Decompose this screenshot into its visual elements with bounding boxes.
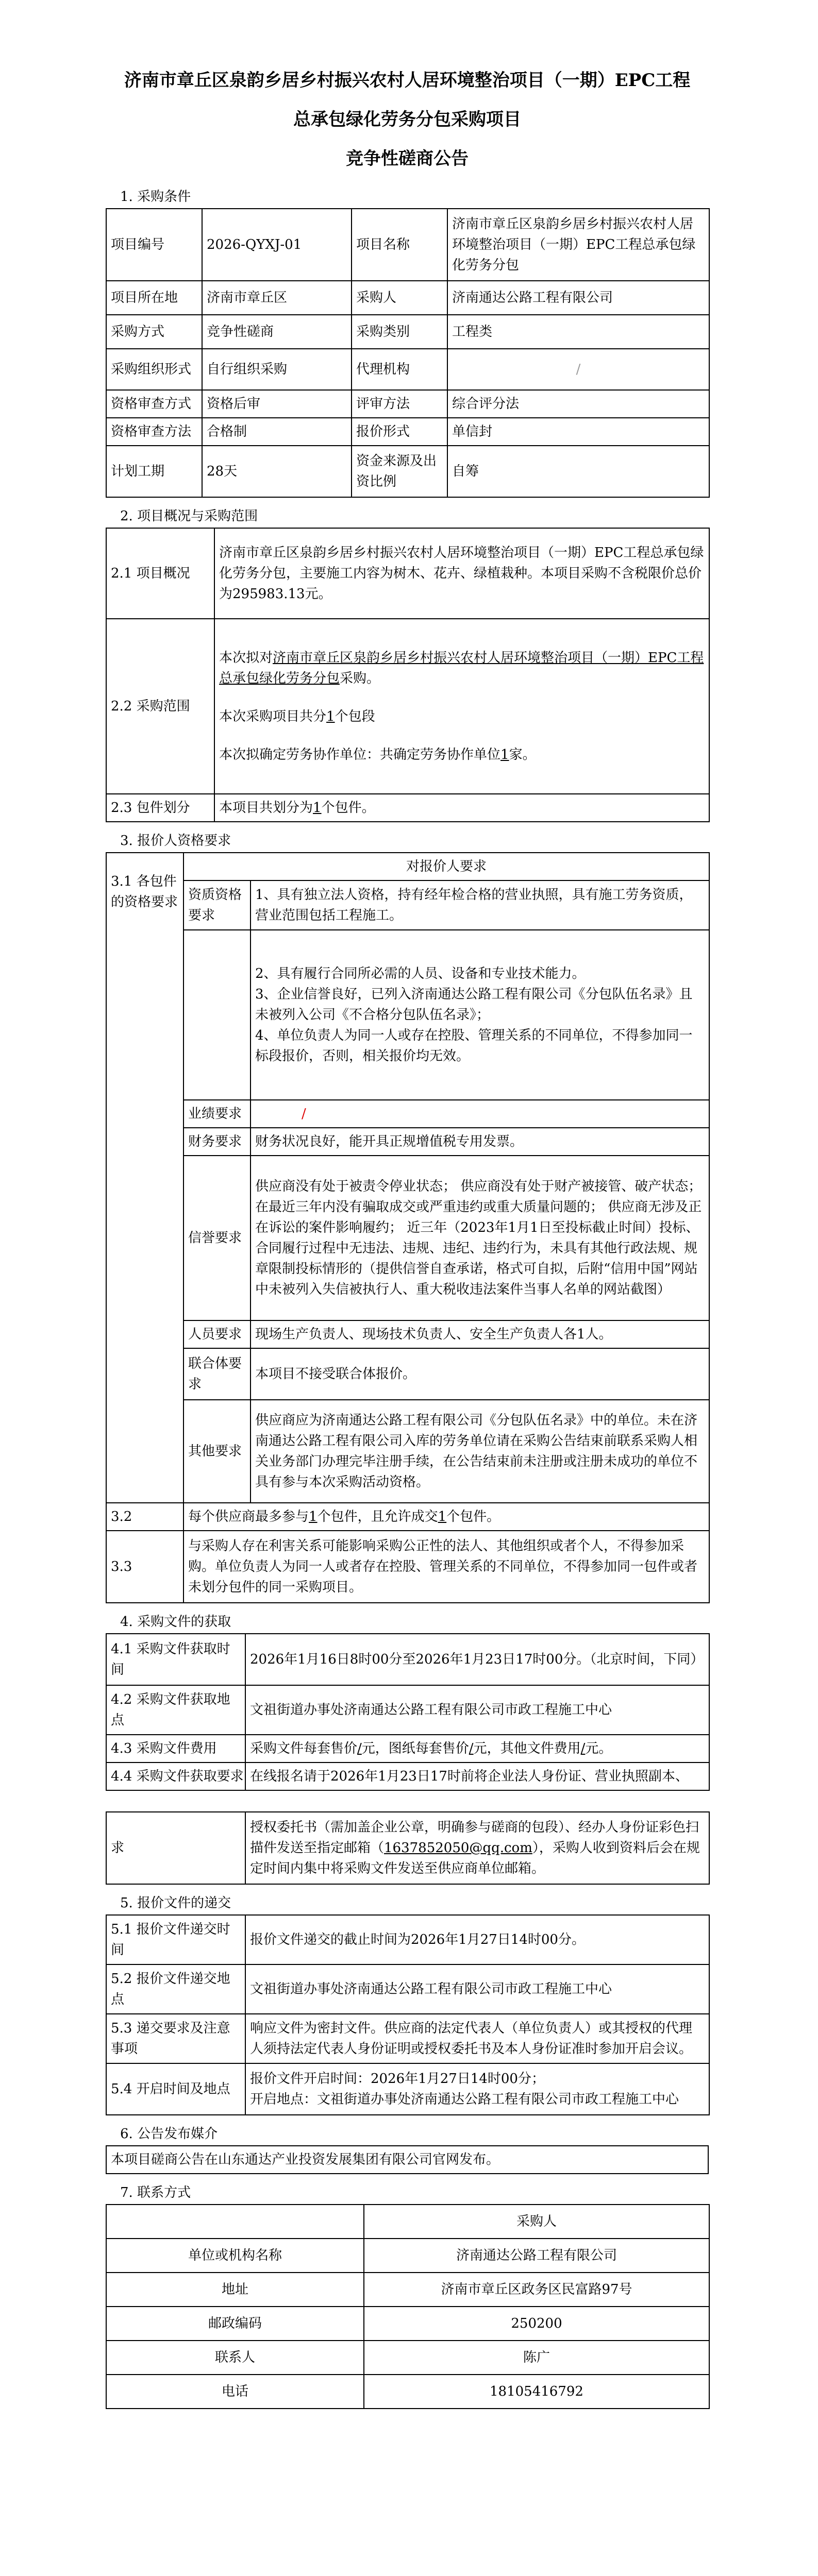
cell-value: 自行组织采购 [202, 349, 352, 390]
text: 本次拟确定劳务协作单位：共确定劳务协作单位 [219, 747, 501, 762]
cell-value [251, 930, 709, 1100]
table-row [106, 1685, 709, 1735]
text: 元。 [585, 1741, 612, 1756]
empty-value-slash: / [576, 362, 581, 377]
procurement-conditions-table [106, 208, 710, 498]
text: 采购。 [340, 671, 380, 686]
cell-label: 信誉要求 [183, 1156, 251, 1320]
publication-media-table [106, 2145, 709, 2174]
project-overview-table [106, 528, 710, 822]
table-row [106, 1964, 709, 2014]
cell-label: 求 [106, 1812, 245, 1884]
section-heading-4: 4. 采购文件的获取 [120, 1614, 231, 1630]
section-heading-1: 1. 采购条件 [120, 189, 191, 205]
section-heading-7: 7. 联系方式 [120, 2185, 191, 2200]
section-heading-6: 6. 公告发布媒介 [120, 2126, 218, 2142]
table-row [106, 1812, 709, 1884]
table-row [106, 418, 709, 446]
cell-label: 5.2 报价文件递交地点 [106, 1964, 245, 2014]
cell-value: 与采购人存在利害关系可能影响采购公正性的法人、其他组织或者个人，不得参加采购。单位负责人为同一人或者存在控股、管理关系的不同单位，不得参加同一包件或者未划分包件的同一采购项目。 [183, 1531, 709, 1603]
text: 个包件。 [446, 1509, 500, 1524]
underlined-text: 1 [309, 1509, 318, 1524]
cell-value: 工程类 [447, 315, 709, 349]
cell-label: 邮政编码 [106, 2307, 364, 2341]
text: 本次拟对 [219, 650, 273, 666]
table-row [106, 1762, 709, 1790]
cell-label: 联系人 [106, 2341, 364, 2375]
document-page [106, 0, 709, 2409]
cell-value: 供应商没有处于被责令停业状态； 供应商没有处于财产被接管、破产状态；在最近三年内没有骗取成交或严重违约或重大质量问题的； 供应商无涉及正在诉讼的案件影响履约； 近三年（2023年1月1日至投标截止时间）投标、合同履行过程中无违法、违规、违纪、违约行为，未具有其他行政法规、规章限制投标情形的（提供信誉自查承诺，格式可自拟，后附“信用中国”网站中未被列入失信被执行人、重大税收违法案件当事人名单的网站截图） [251, 1156, 709, 1320]
table-row [106, 1400, 709, 1503]
table-row [106, 1915, 709, 1964]
cell-value: 28天 [202, 446, 352, 497]
opening-place: 开启地点：文祖街道办事处济南通达公路工程有限公司市政工程施工中心 [250, 2092, 679, 2107]
doc-title-line1: 济南市章丘区泉韵乡居乡村振兴农村人居环境整治项目（一期）EPC工程 [124, 70, 691, 91]
scope-paragraph [219, 648, 705, 689]
cell-empty [106, 930, 183, 1100]
cell-value [183, 1503, 709, 1531]
qual-paragraph: 3、企业信誉良好，已列入济南通达公路工程有限公司《分包队伍名录》且未被列入公司《不合格分包队伍名录》； [255, 987, 693, 1023]
text: ），采购人收到资料后会在规定时间内集中将采购文件发送至供应商单位邮箱。 [250, 1840, 700, 1876]
cell-label: 资格审查方式 [106, 390, 202, 418]
cell-value [245, 1735, 709, 1762]
qual-paragraph: 4、单位负责人为同一人或存在控股、管理关系的不同单位，不得参加同一标段报价，否则，相关报价均无效。 [255, 1028, 693, 1064]
cell-empty [106, 1400, 183, 1503]
table-row [106, 1348, 709, 1400]
table-header: 采购人 [364, 2205, 709, 2239]
cell-label: 2.1 项目概况 [106, 528, 214, 619]
cell-value: 响应文件为密封文件。供应商的法定代表人（单位负责人）或其授权的代理人须持法定代表人身份证明或授权委托书及本人身份证准时参加开启会议。 [245, 2014, 709, 2063]
text: 元，图纸每套售价 [361, 1741, 469, 1756]
cell-label: 地址 [106, 2273, 364, 2307]
table-row [106, 2239, 709, 2273]
cell-label: 其他要求 [183, 1400, 251, 1503]
cell-label: 代理机构 [352, 349, 447, 390]
doc-title-line3: 竞争性磋商公告 [346, 148, 469, 169]
cell-value: 在线报名请于2026年1月23日17时前将企业法人身份证、营业执照副本、 [245, 1762, 709, 1790]
text: 每个供应商最多参与 [188, 1509, 309, 1524]
opening-time: 报价文件开启时间：2026年1月27日14时00分； [250, 2071, 545, 2087]
cell-label: 4.3 采购文件费用 [106, 1735, 245, 1762]
text: 家。 [509, 747, 536, 762]
cell-empty [183, 930, 251, 1100]
table-row [106, 1503, 709, 1531]
document-acquisition-table-continued [106, 1811, 710, 1885]
scope-paragraph [219, 744, 705, 765]
cell-value: 济南通达公路工程有限公司 [364, 2239, 709, 2273]
cell-label: 资金来源及出资比例 [352, 446, 447, 497]
text: 本次采购项目共分 [219, 709, 327, 724]
cell-empty [106, 1348, 183, 1400]
table-row [106, 2205, 709, 2239]
cell-value: 济南市章丘区泉韵乡居乡村振兴农村人居环境整治项目（一期）EPC工程总承包绿化劳务分包，主要施工内容为树木、花卉、绿植栽种。本项目采购不含税限价总价为295983.13元。 [214, 528, 709, 619]
cell-label: 项目编号 [106, 209, 202, 281]
table-row [106, 1531, 709, 1603]
cell-label: 电话 [106, 2375, 364, 2409]
cell-empty [106, 1156, 183, 1320]
table-row [106, 880, 709, 930]
text: 个包件。 [321, 800, 375, 816]
text: 元，其他文件费用 [473, 1741, 581, 1756]
table-row [106, 528, 709, 619]
table-row [106, 2307, 709, 2341]
cell-label: 5.1 报价文件递交时间 [106, 1915, 245, 1964]
cell-label: 2.3 包件划分 [106, 794, 214, 822]
cell-label: 项目名称 [352, 209, 447, 281]
cell-label: 计划工期 [106, 446, 202, 497]
table-row [106, 1128, 709, 1156]
empty-value-slash: / [302, 1106, 306, 1122]
cell-value: 本项目磋商公告在山东通达产业投资发展集团有限公司官网发布。 [106, 2146, 708, 2174]
cell-value: 现场生产负责人、现场技术负责人、安全生产负责人各1人。 [251, 1320, 709, 1348]
cell-label: 联合体要求 [183, 1348, 251, 1400]
cell-label: 4.4 采购文件获取要求 [106, 1762, 245, 1790]
text: 个包件，且允许成交 [317, 1509, 438, 1524]
cell-value: 250200 [364, 2307, 709, 2341]
text: 采购文件每套售价 [250, 1741, 358, 1756]
doc-title-line2: 总承包绿化劳务分包采购项目 [293, 109, 521, 130]
underlined-text: / [469, 1741, 474, 1756]
cell-value: 文祖街道办事处济南通达公路工程有限公司市政工程施工中心 [245, 1685, 709, 1735]
section-heading-3: 3. 报价人资格要求 [120, 833, 231, 849]
table-row [106, 853, 709, 880]
table-row [106, 794, 709, 822]
section-heading-5: 5. 报价文件的递交 [120, 1895, 231, 1911]
cell-label: 单位或机构名称 [106, 2239, 364, 2273]
cell-label: 2.2 采购范围 [106, 619, 214, 794]
cell-label: 3.1 各包件的资格要求 [106, 853, 183, 930]
text: 个包段 [335, 709, 375, 724]
cell-value: 合格制 [202, 418, 352, 446]
cell-label: 资质资格要求 [183, 880, 251, 930]
cell-value: 报价文件递交的截止时间为2026年1月27日14时00分。 [245, 1915, 709, 1964]
cell-label: 采购人 [352, 281, 447, 315]
cell-empty [106, 1320, 183, 1348]
table-row [106, 2341, 709, 2375]
cell-empty [106, 1100, 183, 1128]
underlined-text: / [580, 1741, 586, 1756]
submission-table [106, 1914, 710, 2115]
table-row [106, 2273, 709, 2307]
cell-label: 4.2 采购文件获取地点 [106, 1685, 245, 1735]
cell-value [245, 2063, 709, 2115]
email-link[interactable]: 1637852050@qq.com [384, 1840, 532, 1856]
table-row [106, 1634, 709, 1685]
section-heading-2: 2. 项目概况与采购范围 [120, 509, 258, 524]
cell-empty [106, 1128, 183, 1156]
table-row [106, 349, 709, 390]
cell-value: 济南市章丘区 [202, 281, 352, 315]
table-header: 对报价人要求 [183, 853, 709, 880]
underlined-text: 1 [313, 800, 322, 816]
cell-value: 综合评分法 [447, 390, 709, 418]
cell-value: 济南市章丘区政务区民富路97号 [364, 2273, 709, 2307]
cell-label: 评审方法 [352, 390, 447, 418]
qualification-table [106, 852, 710, 1603]
cell-value: 资格后审 [202, 390, 352, 418]
table-row [106, 209, 709, 281]
cell-label: 5.3 递交要求及注意事项 [106, 2014, 245, 2063]
table-row [106, 2063, 709, 2115]
underlined-text: 1 [326, 709, 335, 724]
table-row [106, 281, 709, 315]
cell-value: 本项目不接受联合体报价。 [251, 1348, 709, 1400]
document-acquisition-table [106, 1633, 710, 1791]
cell-value [447, 349, 709, 390]
cell-value: 2026年1月16日8时00分至2026年1月23日17时00分。（北京时间，下同） [245, 1634, 709, 1685]
cell-value [245, 1812, 709, 1884]
table-row [106, 446, 709, 497]
cell-value: 文祖街道办事处济南通达公路工程有限公司市政工程施工中心 [245, 1964, 709, 2014]
underlined-text: 1 [438, 1509, 447, 1524]
scope-paragraph [219, 706, 705, 727]
cell-value: 供应商应为济南通达公路工程有限公司《分包队伍名录》中的单位。未在济南通达公路工程有限公司入库的劳务单位请在采购公告结束前联系采购人相关业务部门办理完毕注册手续，在公告结束前未注册或注册未成功的单位不具有参与本次采购活动资格。 [251, 1400, 709, 1503]
cell-value [251, 1100, 709, 1128]
cell-value: 财务状况良好，能开具正规增值税专用发票。 [251, 1128, 709, 1156]
cell-label: 项目所在地 [106, 281, 202, 315]
cell-value: 单信封 [447, 418, 709, 446]
table-row [106, 2014, 709, 2063]
cell-value: 2026-QYXJ-01 [202, 209, 352, 281]
cell-value: 自筹 [447, 446, 709, 497]
cell-label: 5.4 开启时间及地点 [106, 2063, 245, 2115]
underlined-text: 1 [500, 747, 509, 762]
cell-label: 3.2 [106, 1503, 183, 1531]
cell-label: 报价形式 [352, 418, 447, 446]
table-row [106, 315, 709, 349]
cell-value [214, 619, 709, 794]
underlined-text: / [357, 1741, 362, 1756]
cell-label: 人员要求 [183, 1320, 251, 1348]
cell-label: 采购类别 [352, 315, 447, 349]
qual-paragraph: 2、具有履行合同所必需的人员、设备和专业技术能力。 [255, 966, 586, 981]
cell-value [214, 794, 709, 822]
cell-label: 资格审查方法 [106, 418, 202, 446]
cell-value: 陈广 [364, 2341, 709, 2375]
underlined-text: 济南市章丘区泉韵乡居乡村振兴农村人居环境整治项目（一期）EPC工程总承包绿化劳务分包 [219, 650, 704, 686]
cell-value: 1、具有独立法人资格，持有经年检合格的营业执照，具有施工劳务资质，营业范围包括工程施工。 [251, 880, 709, 930]
cell-value: 济南通达公路工程有限公司 [447, 281, 709, 315]
cell-label: 3.3 [106, 1531, 183, 1603]
table-row [106, 1100, 709, 1128]
table-row [106, 1735, 709, 1762]
cell-label: 4.1 采购文件获取时间 [106, 1634, 245, 1685]
table-row [106, 1320, 709, 1348]
cell-label: 采购组织形式 [106, 349, 202, 390]
cell-value: 济南市章丘区泉韵乡居乡村振兴农村人居环境整治项目（一期）EPC工程总承包绿化劳务分包 [447, 209, 709, 281]
cell-label: 业绩要求 [183, 1100, 251, 1128]
table-row [106, 930, 709, 1100]
table-row [106, 390, 709, 418]
table-row [106, 1156, 709, 1320]
cell-label: 采购方式 [106, 315, 202, 349]
table-row [106, 619, 709, 794]
contact-table [106, 2204, 710, 2409]
cell-label: 财务要求 [183, 1128, 251, 1156]
cell-value: 18105416792 [364, 2375, 709, 2409]
table-row [106, 2375, 709, 2409]
table-row [106, 2146, 708, 2174]
cell-empty [106, 2205, 364, 2239]
text: 授权委托书（需加盖企业公章，明确参与磋商的包段）、经办人身份证彩色扫描件发送至指定邮箱（ [250, 1820, 699, 1856]
cell-value: 竞争性磋商 [202, 315, 352, 349]
text: 本项目共划分为 [219, 800, 313, 816]
